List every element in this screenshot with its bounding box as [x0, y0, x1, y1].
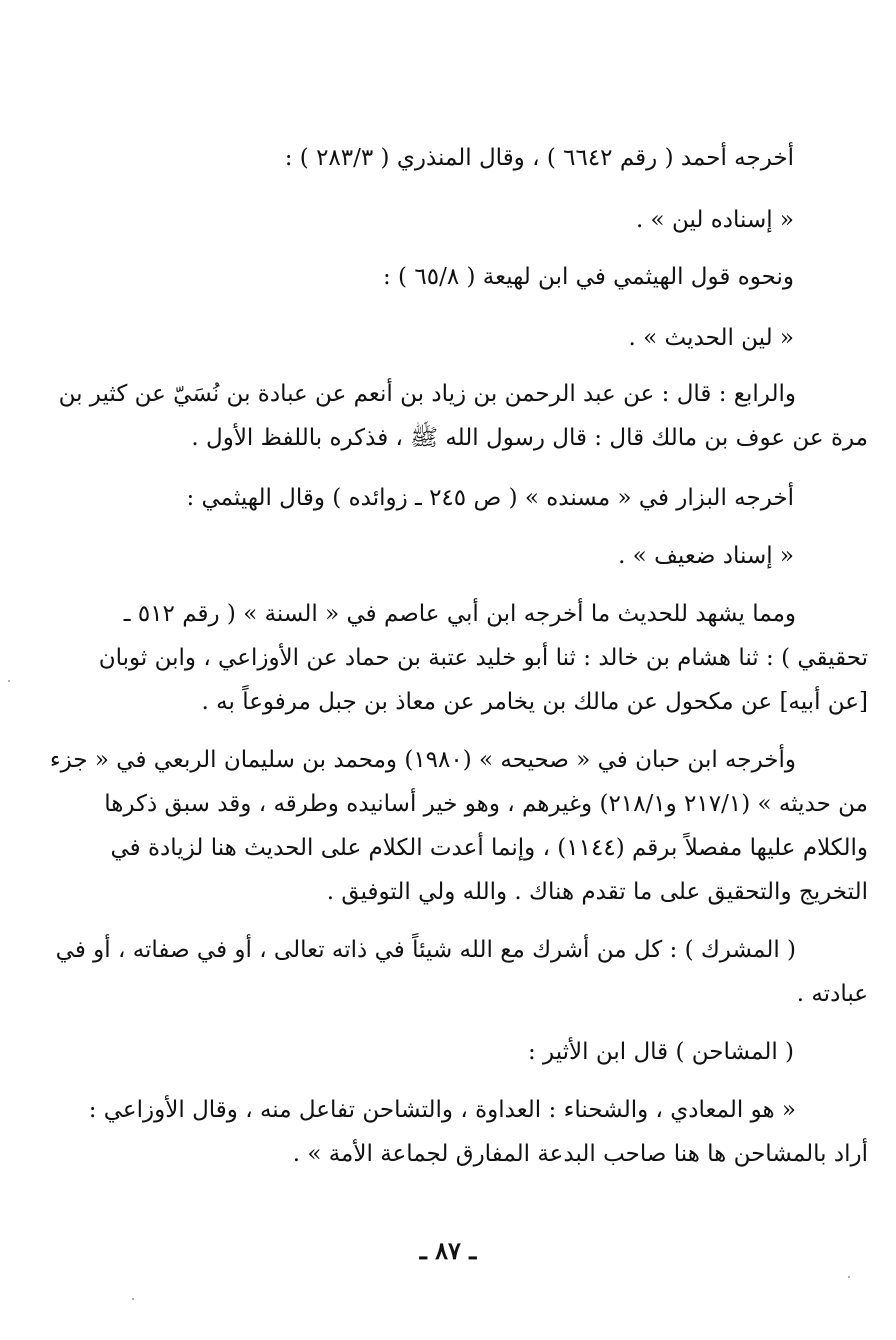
paragraph-line: مرة عن عوف بن مالك قال : قال رسول الله ﷺ ، فذكره باللفظ الأول . — [191, 425, 868, 451]
paragraph-line: ( المشرك ) : كل من أشرك مع الله شيئاً في ذاته تعالى ، أو في صفاته ، أو في — [55, 937, 796, 963]
scan-speck — [132, 1298, 134, 1300]
paragraph-5 — [58, 372, 868, 460]
quote-line: « إسناد ضعيف » . — [618, 543, 794, 569]
paragraph-line: وأخرجه ابن حبان في « صحيحه » (١٩٨٠) ومحمد بن سليمان الربعي في « جزء — [49, 747, 796, 773]
paragraph-line: ( المشاحن ) قال ابن الأثير : — [527, 1039, 794, 1065]
paragraph-2 — [112, 198, 794, 242]
paragraph-10 — [55, 928, 868, 1016]
paragraph-9 — [49, 738, 868, 914]
paragraph-line: تحقيقي ) : ثنا هشام بن خالد : ثنا أبو خليد عتبة بن حماد عن الأوزاعي ، وابن ثوبان — [98, 645, 868, 671]
paragraph-line: والرابع : قال : عن عبد الرحمن بن زياد بن أنعم عن عبادة بن نُسَيّ عن كثير بن — [58, 381, 796, 407]
scan-speck — [8, 680, 10, 682]
paragraph-line: أخرجه البزار في « مسنده » ( ص ٢٤٥ ـ زوائده ) وقال الهيثمي : — [186, 485, 794, 511]
paragraph-line: [عن أبيه] عن مكحول عن مالك بن يخامر عن معاذ بن جبل مرفوعاً به . — [201, 689, 868, 715]
paragraph-line: التخريج والتحقيق على ما تقدم هناك . والله ولي التوفيق . — [326, 879, 868, 905]
quote-line: « إسناده لين » . — [635, 207, 794, 233]
paragraph-line: والكلام عليها مفصلاً برقم (١١٤٤) ، وإنما أعدت الكلام على الحديث هنا لزيادة في — [110, 835, 868, 861]
paragraph-8 — [98, 592, 868, 724]
scan-speck — [848, 1276, 850, 1278]
paragraph-line: ونحوه قول الهيثمي في ابن لهيعة ( ٦٥/٨ ) : — [383, 264, 794, 290]
paragraph-4 — [112, 316, 794, 360]
paragraph-12 — [88, 1088, 868, 1176]
paragraph-line: أخرجه أحمد ( رقم ٦٦٤٢ ) ، وقال المنذري ( ٢٨٣/٣ ) : — [284, 145, 794, 171]
quote-line: أراد بالمشاحن ها هنا صاحب البدعة المفارق لجماعة الأمة » . — [292, 1141, 868, 1167]
paragraph-6 — [112, 476, 794, 520]
quote-line: « هو المعادي ، والشحناء : العداوة ، والتشاحن تفاعل منه ، وقال الأوزاعي : — [88, 1097, 796, 1123]
paragraph-line: ومما يشهد للحديث ما أخرجه ابن أبي عاصم في « السنة » ( رقم ٥١٢ ـ — [123, 601, 796, 627]
paragraph-1 — [112, 136, 794, 180]
quote-line: « لين الحديث » . — [628, 325, 794, 351]
paragraph-line: من حديثه » (٢١٧/١ و٢١٨/١) وغيرهم ، وهو خير أسانيده وطرقه ، وقد سبق ذكرها — [104, 791, 868, 817]
paragraph-line: عبادته . — [796, 981, 868, 1007]
page-number: ـ ٨٧ ـ — [419, 1236, 477, 1265]
paragraph-11 — [112, 1030, 794, 1074]
paragraph-7 — [112, 534, 794, 578]
paragraph-3 — [112, 255, 794, 299]
